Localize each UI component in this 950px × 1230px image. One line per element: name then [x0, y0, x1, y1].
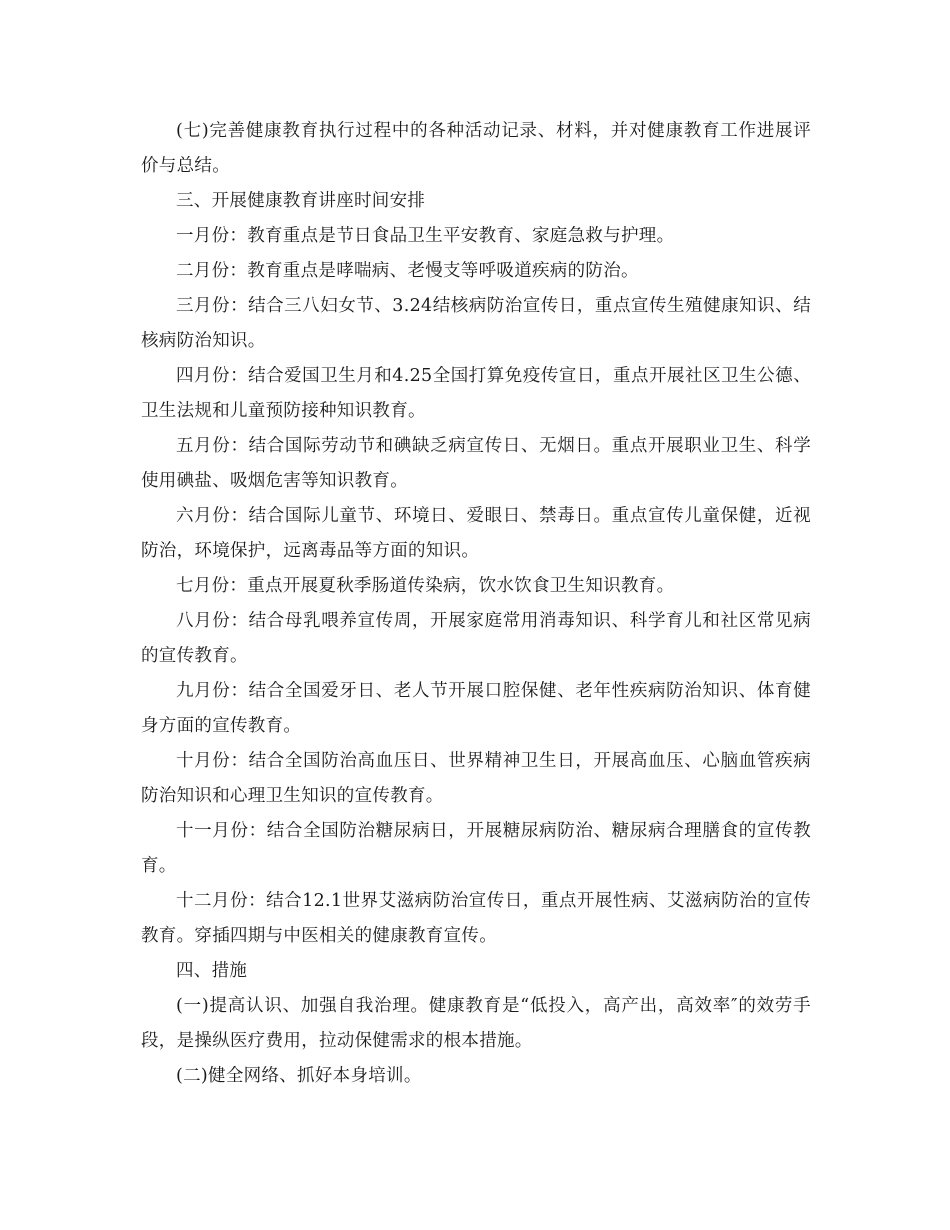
schedule-january: 一月份：教育重点是节日食品卫生平安教育、家庭急救与护理。: [176, 226, 675, 246]
schedule-september: 九月份：结合全国爱牙日、老人节开展口腔保健、老年性疾病防治知识、体育健身方面的宣传教育。: [141, 681, 811, 736]
measure-item-1: (一)提高认识、加强自我治理。健康教育是“低投入，高产出，高效率″的效劳手段，是操纵医疗费用，拉动保健需求的根本措施。: [141, 996, 811, 1051]
schedule-april: 四月份：结合爱国卫生月和4.25全国打算免疫传宣日，重点开展社区卫生公德、卫生法规和儿童预防接种知识教育。: [141, 366, 811, 421]
measure-item-2: (二)健全网络、抓好本身培训。: [176, 1066, 422, 1086]
section-heading-lecture-schedule: 三、开展健康教育讲座时间安排: [176, 191, 426, 211]
schedule-december: 十二月份：结合12.1世界艾滋病防治宣传日，重点开展性病、艾滋病防治的宣传教育。穿插四期与中医相关的健康教育宣传。: [141, 891, 811, 946]
schedule-february: 二月份：教育重点是哮喘病、老慢支等呼吸道疾病的防治。: [176, 261, 639, 281]
paragraph-item-7-closing: (七)完善健康教育执行过程中的各种活动记录、材料，并对健康教育工作进展评价与总结。: [141, 121, 811, 176]
section-heading-measures: 四、措施: [176, 961, 248, 981]
schedule-june: 六月份：结合国际儿童节、环境日、爱眼日、禁毒日。重点宣传儿童保健，近视防治，环境保护，远离毒品等方面的知识。: [141, 506, 811, 561]
schedule-july: 七月份：重点开展夏秋季肠道传染病，饮水饮食卫生知识教育。: [176, 576, 675, 596]
schedule-october: 十月份：结合全国防治高血压日、世界精神卫生日，开展高血压、心脑血管疾病防治知识和心理卫生知识的宣传教育。: [141, 751, 811, 806]
schedule-march: 三月份：结合三八妇女节、3.24结核病防治宣传日，重点宣传生殖健康知识、结核病防治知识。: [141, 296, 811, 351]
schedule-may: 五月份：结合国际劳动节和碘缺乏病宣传日、无烟日。重点开展职业卫生、科学使用碘盐、吸烟危害等知识教育。: [141, 436, 811, 491]
document-body: [141, 114, 811, 1094]
schedule-august: 八月份：结合母乳喂养宣传周，开展家庭常用消毒知识、科学育儿和社区常见病的宣传教育。: [141, 611, 811, 666]
schedule-november: 十一月份：结合全国防治糖尿病日，开展糖尿病防治、糖尿病合理膳食的宣传教育。: [141, 821, 811, 876]
